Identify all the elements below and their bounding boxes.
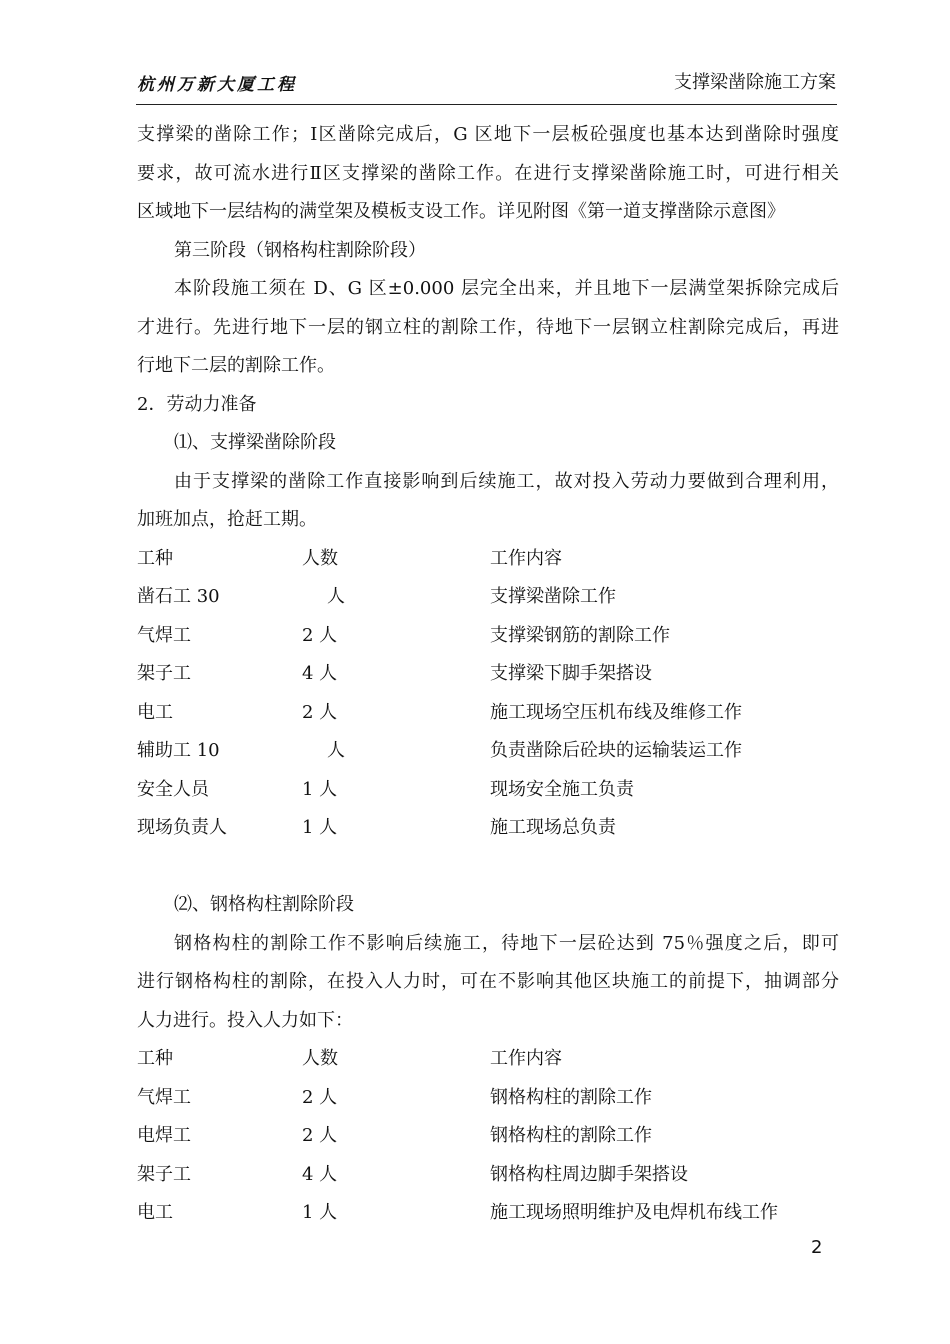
table-cell-task: 负责凿除后砼块的运输装运工作 — [490, 740, 742, 761]
paragraph-line: 由于支撑梁的凿除工作直接影响到后续施工，故对投入劳动力要做到合理利用， — [174, 470, 839, 492]
table-row — [137, 809, 839, 848]
table-cell-count: 4 人 — [302, 1163, 338, 1185]
table-cell-count: 1 人 — [302, 778, 338, 800]
paragraph-line: 支撑梁的凿除工作；Ⅰ区凿除完成后，G 区地下一层板砼强度也基本达到凿除时强度 — [137, 124, 839, 145]
table-row — [137, 578, 839, 617]
paragraph-line: 本阶段施工须在 D、G 区±0.000 层完全出来，并且地下一层满堂架拆除完成后 — [174, 278, 839, 299]
paragraph-line: 钢格构柱的割除工作不影响后续施工，待地下一层砼达到 75％强度之后，即可 — [174, 932, 839, 954]
table-cell-task: 支撑梁钢筋的割除工作 — [490, 624, 670, 646]
table-cell-task: 钢格构柱的割除工作 — [490, 1125, 652, 1146]
page-body — [137, 116, 839, 1233]
labor-table-1 — [137, 540, 839, 848]
sub2-title: ⑵、钢格构柱割除阶段 — [174, 894, 354, 915]
table-cell-count: 2 人 — [302, 624, 338, 646]
table-cell-trade: 气焊工 — [137, 1086, 191, 1108]
table-header-trade: 工种 — [137, 547, 173, 569]
table-cell-count: 2 人 — [302, 1086, 338, 1108]
table-row — [137, 732, 839, 771]
table-header-task: 工作内容 — [490, 1048, 562, 1069]
table-cell-task: 施工现场总负责 — [490, 817, 616, 838]
sub1-title: ⑴、支撑梁凿除阶段 — [174, 432, 336, 453]
table-cell-trade: 电工 — [137, 1202, 173, 1223]
table-cell-trade: 气焊工 — [137, 624, 191, 646]
paragraph-line: 要求，故可流水进行Ⅱ区支撑梁的凿除工作。在进行支撑梁凿除施工时，可进行相关 — [137, 162, 839, 184]
paragraph-line: 区域地下一层结构的满堂架及模板支设工作。详见附图《第一道支撑凿除示意图》 — [137, 201, 785, 222]
table-cell-trade: 辅助工 10 — [137, 740, 220, 761]
table-row — [137, 655, 839, 694]
table-cell-task: 现场安全施工负责 — [490, 778, 634, 800]
table-cell-task: 支撑梁下脚手架搭设 — [490, 663, 652, 684]
paragraph-line: 行地下二层的割除工作。 — [137, 355, 335, 376]
table-header-task: 工作内容 — [490, 547, 562, 569]
table-cell-task: 钢格构柱周边脚手架搭设 — [490, 1163, 688, 1185]
table-cell-trade: 架子工 — [137, 1163, 191, 1185]
table-row — [137, 617, 839, 656]
paragraph-line: 才进行。先进行地下一层的钢立柱的割除工作，待地下一层钢立柱割除完成后，再进 — [137, 316, 839, 338]
paragraph-line: 加班加点，抢赶工期。 — [137, 509, 317, 530]
table-row — [137, 1194, 839, 1233]
blank-line — [137, 848, 839, 887]
table-cell-count: 1 人 — [302, 817, 338, 838]
table-cell-task: 施工现场空压机布线及维修工作 — [490, 701, 742, 723]
table-header-row — [137, 540, 839, 579]
table-cell-count: 2 人 — [302, 701, 338, 723]
table-header-count: 人数 — [302, 547, 338, 569]
table-row — [137, 1079, 839, 1118]
stage3-title: 第三阶段（钢格构柱割除阶段） — [174, 239, 426, 261]
section2-title: 2．劳动力准备 — [137, 393, 257, 415]
table-header-count: 人数 — [302, 1048, 338, 1069]
paragraph-line: 人力进行。投入人力如下： — [137, 1009, 353, 1031]
table-cell-count: 4 人 — [302, 663, 338, 684]
page-number: 2 — [811, 1237, 823, 1258]
table-cell-count: 人 — [327, 586, 345, 607]
header-rule — [136, 104, 837, 105]
table-cell-trade: 凿石工 30 — [137, 586, 220, 607]
table-cell-count: 1 人 — [302, 1202, 338, 1223]
table-cell-trade: 架子工 — [137, 663, 191, 684]
table-cell-task: 施工现场照明维护及电焊机布线工作 — [490, 1202, 778, 1223]
table-cell-trade: 安全人员 — [137, 778, 209, 800]
table-cell-task: 钢格构柱的割除工作 — [490, 1086, 652, 1108]
table-header-row — [137, 1040, 839, 1079]
table-row — [137, 1117, 839, 1156]
table-cell-trade: 电焊工 — [137, 1125, 191, 1146]
table-cell-task: 支撑梁凿除工作 — [490, 586, 616, 607]
header-project-name: 杭州万新大厦工程 — [137, 75, 297, 95]
table-cell-trade: 电工 — [137, 701, 173, 723]
table-cell-trade: 现场负责人 — [137, 817, 227, 838]
table-row — [137, 1156, 839, 1195]
header-document-title: 支撑梁凿除施工方案 — [674, 72, 836, 93]
table-cell-count: 人 — [327, 740, 345, 761]
table-row — [137, 771, 839, 810]
paragraph-line: 进行钢格构柱的割除，在投入人力时，可在不影响其他区块施工的前提下，抽调部分 — [137, 971, 839, 992]
table-row — [137, 694, 839, 733]
table-header-trade: 工种 — [137, 1048, 173, 1069]
table-cell-count: 2 人 — [302, 1125, 338, 1146]
labor-table-2 — [137, 1040, 839, 1233]
